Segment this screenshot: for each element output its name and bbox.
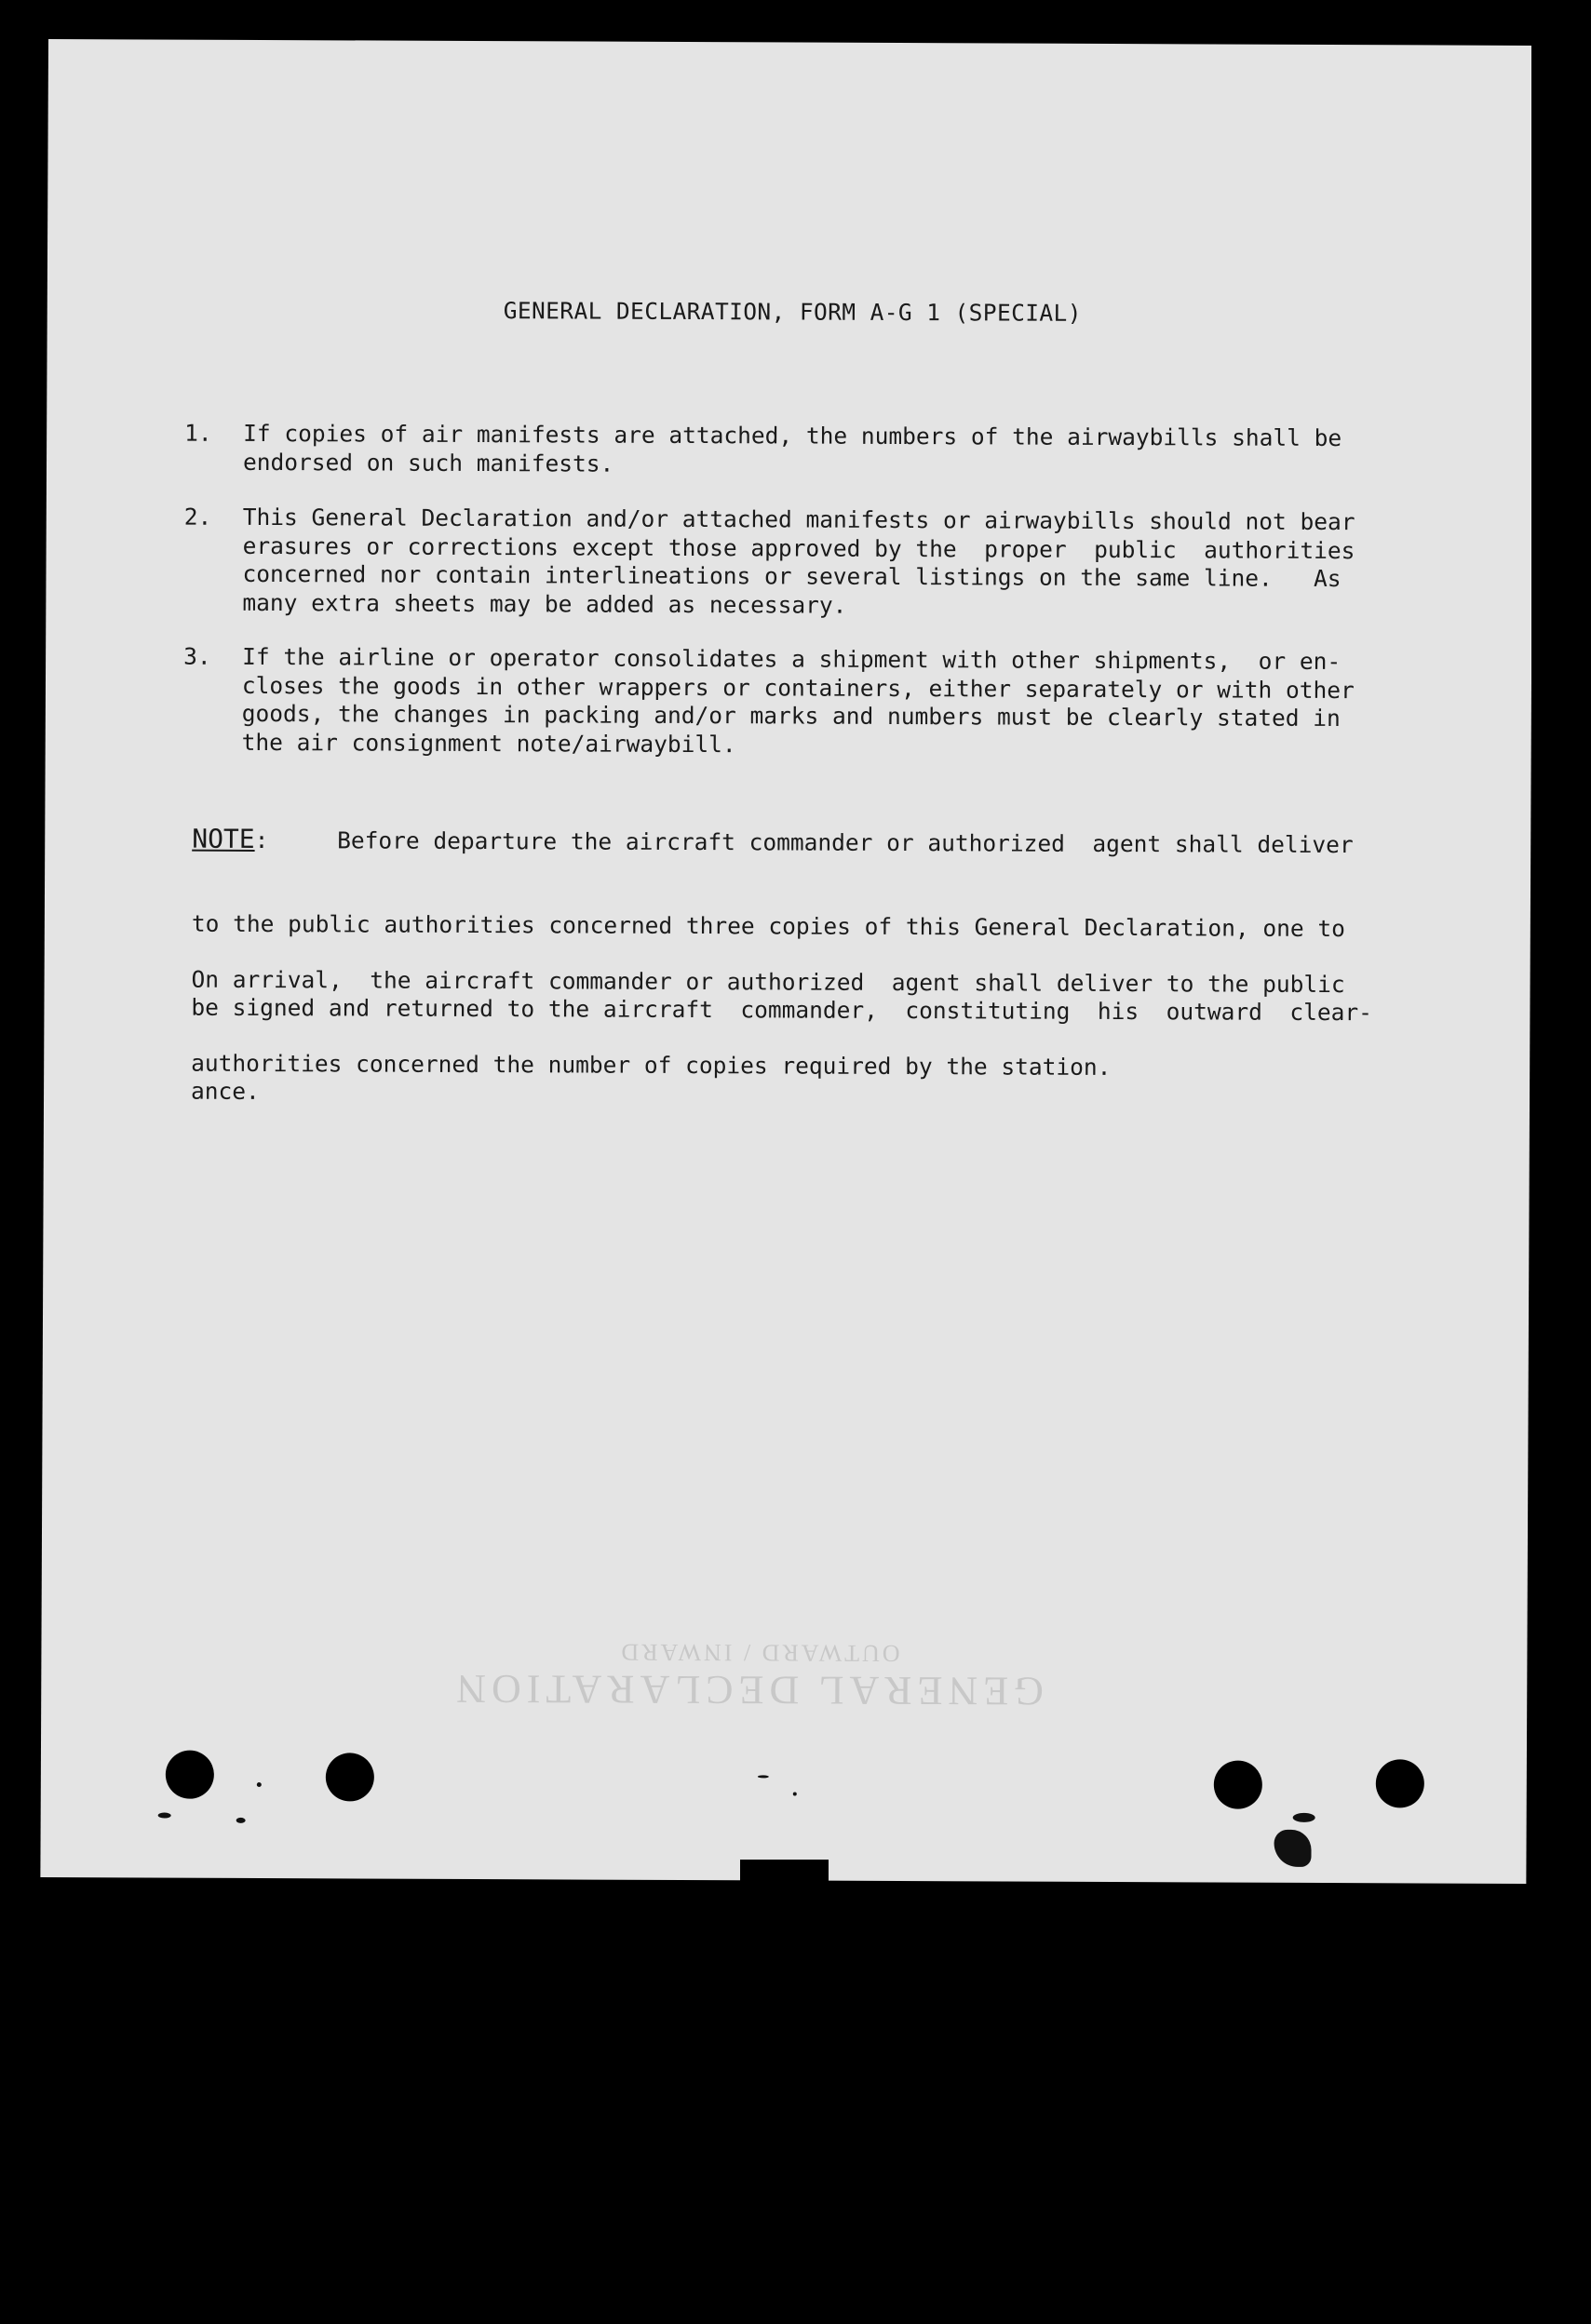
note-label: NOTE [192, 823, 255, 854]
item-number: 1. [184, 419, 212, 447]
arrival-line: authorities concerned the number of copies required by the station. [191, 1049, 1112, 1081]
note-line: to the public authorities concerned three copies of this General Declaration, one to [191, 909, 1345, 943]
bleed-through-text: OUTWARD / INWARD [618, 1638, 900, 1668]
instruction-item [184, 419, 1469, 477]
item-line: endorsed on such manifests. [242, 448, 614, 477]
note-line: ance. [191, 1077, 260, 1106]
paper-speck [758, 1775, 769, 1778]
paper-speck [1274, 1830, 1311, 1867]
instruction-item [183, 503, 1469, 619]
paper-speck [793, 1793, 797, 1796]
arrival-paragraph [191, 910, 1476, 1139]
scan-edge-tab [1531, 45, 1544, 1887]
instruction-item [183, 642, 1468, 758]
item-line: many extra sheets may be added as necessary. [242, 588, 847, 619]
scan-edge-tab [740, 1860, 829, 1887]
item-line: erasures or corrections except those approved by the proper public authorities [242, 531, 1355, 564]
item-line: closes the goods in other wrappers or containers, either separately or with other [241, 671, 1355, 704]
item-line: This General Declaration and/or attached manifests or airwaybills should not bear [242, 503, 1355, 536]
item-line: If the airline or operator consolidates a shipment with other shipments, or en- [242, 642, 1342, 676]
item-line: goods, the changes in packing and/or marks and numbers must be clearly stated in [241, 699, 1341, 732]
item-line: the air consignment note/airwaybill. [241, 728, 736, 758]
bleed-through-text: GENERAL DECLARATION [451, 1665, 1045, 1714]
item-number: 3. [183, 642, 211, 670]
punch-hole [326, 1753, 374, 1801]
punch-hole [1376, 1759, 1424, 1807]
paper-speck [236, 1818, 246, 1823]
document-page [40, 39, 1534, 1884]
punch-hole [1214, 1760, 1262, 1808]
punch-hole [166, 1751, 214, 1799]
paper-speck [158, 1813, 171, 1819]
note-first-line [192, 823, 1476, 860]
arrival-line: On arrival, the aircraft commander or authorized agent shall deliver to the public [191, 965, 1345, 999]
document-title: GENERAL DECLARATION, FORM A-G 1 (SPECIAL) [503, 297, 1082, 327]
note-line: be signed and returned to the aircraft commander, constituting his outward clear- [191, 993, 1373, 1027]
item-number: 2. [183, 503, 212, 531]
note-first-line-text: : Before departure the aircraft commander or authorized agent shall deliver [254, 826, 1354, 859]
paper-speck [1293, 1813, 1315, 1822]
item-line: If copies of air manifests are attached, the numbers of the airwaybills shall be [243, 419, 1342, 452]
item-line: concerned nor contain interlineations or several listings on the same line. As [242, 559, 1342, 593]
paper-speck [257, 1782, 262, 1787]
